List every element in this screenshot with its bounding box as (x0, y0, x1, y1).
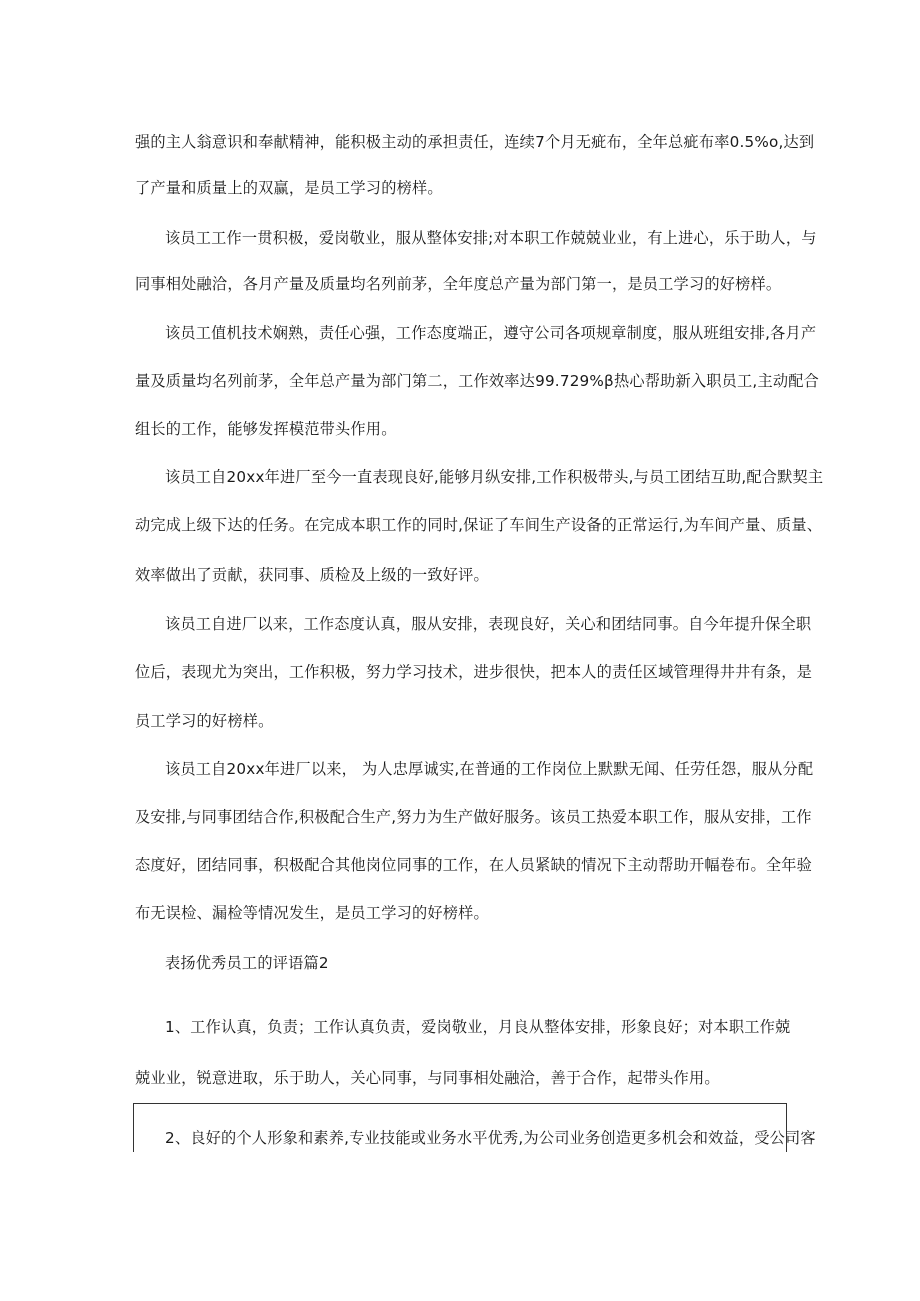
paragraph-line: 量及质量均名列前茅，全年总产量为部门第二，工作效率达99.729%β热心帮助新入职员工,主动配合 (135, 372, 820, 390)
list-item-line: 兢业业，锐意进取，乐于助人，关心同事，与同事相处融洽，善于合作，起带头作用。 (135, 1069, 720, 1087)
paragraph-line: 强的主人翁意识和奉献精神，能积极主动的承担责任，连续7个月无疵布，全年总疵布率0.5%o,达到 (135, 133, 815, 151)
paragraph-line: 效率做出了贡献，获同事、质检及上级的一致好评。 (135, 566, 489, 584)
paragraph-line: 该员工自20xx年进厂至今一直表现良好,能够月纵安排,工作积极带头,与员工团结互助,配合默契主 (165, 468, 824, 486)
paragraph-line: 及安排,与同事团结合作,积极配合生产,努力为生产做好服务。该员工热爱本职工作，服从安排，工作 (135, 808, 812, 826)
paragraph-line: 员工学习的好榜样。 (135, 712, 274, 730)
paragraph-line: 布无误检、漏检等情况发生，是员工学习的好榜样。 (135, 904, 489, 922)
paragraph-line: 该员工值机技术娴熟，责任心强，工作态度端正，遵守公司各项规章制度，服从班组安排,各月产 (165, 324, 817, 342)
list-item-line: 1、工作认真，负责；工作认真负责，爱岗敬业，月良从整体安排，形象良好；对本职工作兢 (165, 1018, 791, 1036)
paragraph-line: 态度好，团结同事，积极配合其他岗位同事的工作，在人员紧缺的情况下主动帮助开幅卷布。全年验 (135, 856, 813, 874)
paragraph-line: 位后，表现尤为突出，工作积极，努力学习技术，进步很快，把本人的责任区域管理得井井有条，是 (135, 663, 813, 681)
paragraph-line: 该员工工作一贯积极，爱岗敬业，服从整体安排;对本职工作兢兢业业，有上进心，乐于助人，与 (165, 229, 817, 247)
section-heading: 表扬优秀员工的评语篇2 (165, 954, 329, 972)
paragraph-line: 组长的工作，能够发挥模范带头作用。 (135, 420, 397, 438)
paragraph-line: 了产量和质量上的双赢，是员工学习的榜样。 (135, 179, 443, 197)
paragraph-line: 该员工自20xx年进厂以来， 为人忠厚诚实,在普通的工作岗位上默默无闻、任劳任怨，服从分配 (165, 760, 814, 778)
list-item-line: 2、良好的个人形象和素养,专业技能或业务水平优秀,为公司业务创造更多机会和效益，受公司客 (165, 1129, 816, 1147)
paragraph-line: 同事相处融洽，各月产量及质量均名列前茅，全年度总产量为部门第一，是员工学习的好榜样。 (135, 275, 782, 293)
paragraph-line: 该员工自进厂以来，工作态度认真，服从安排，表现良好，关心和团结同事。自今年提升保全职 (165, 615, 812, 633)
paragraph-line: 动完成上级下达的任务。在完成本职工作的同时,保证了车间生产设备的正常运行,为车间产量、质量、 (135, 516, 823, 534)
